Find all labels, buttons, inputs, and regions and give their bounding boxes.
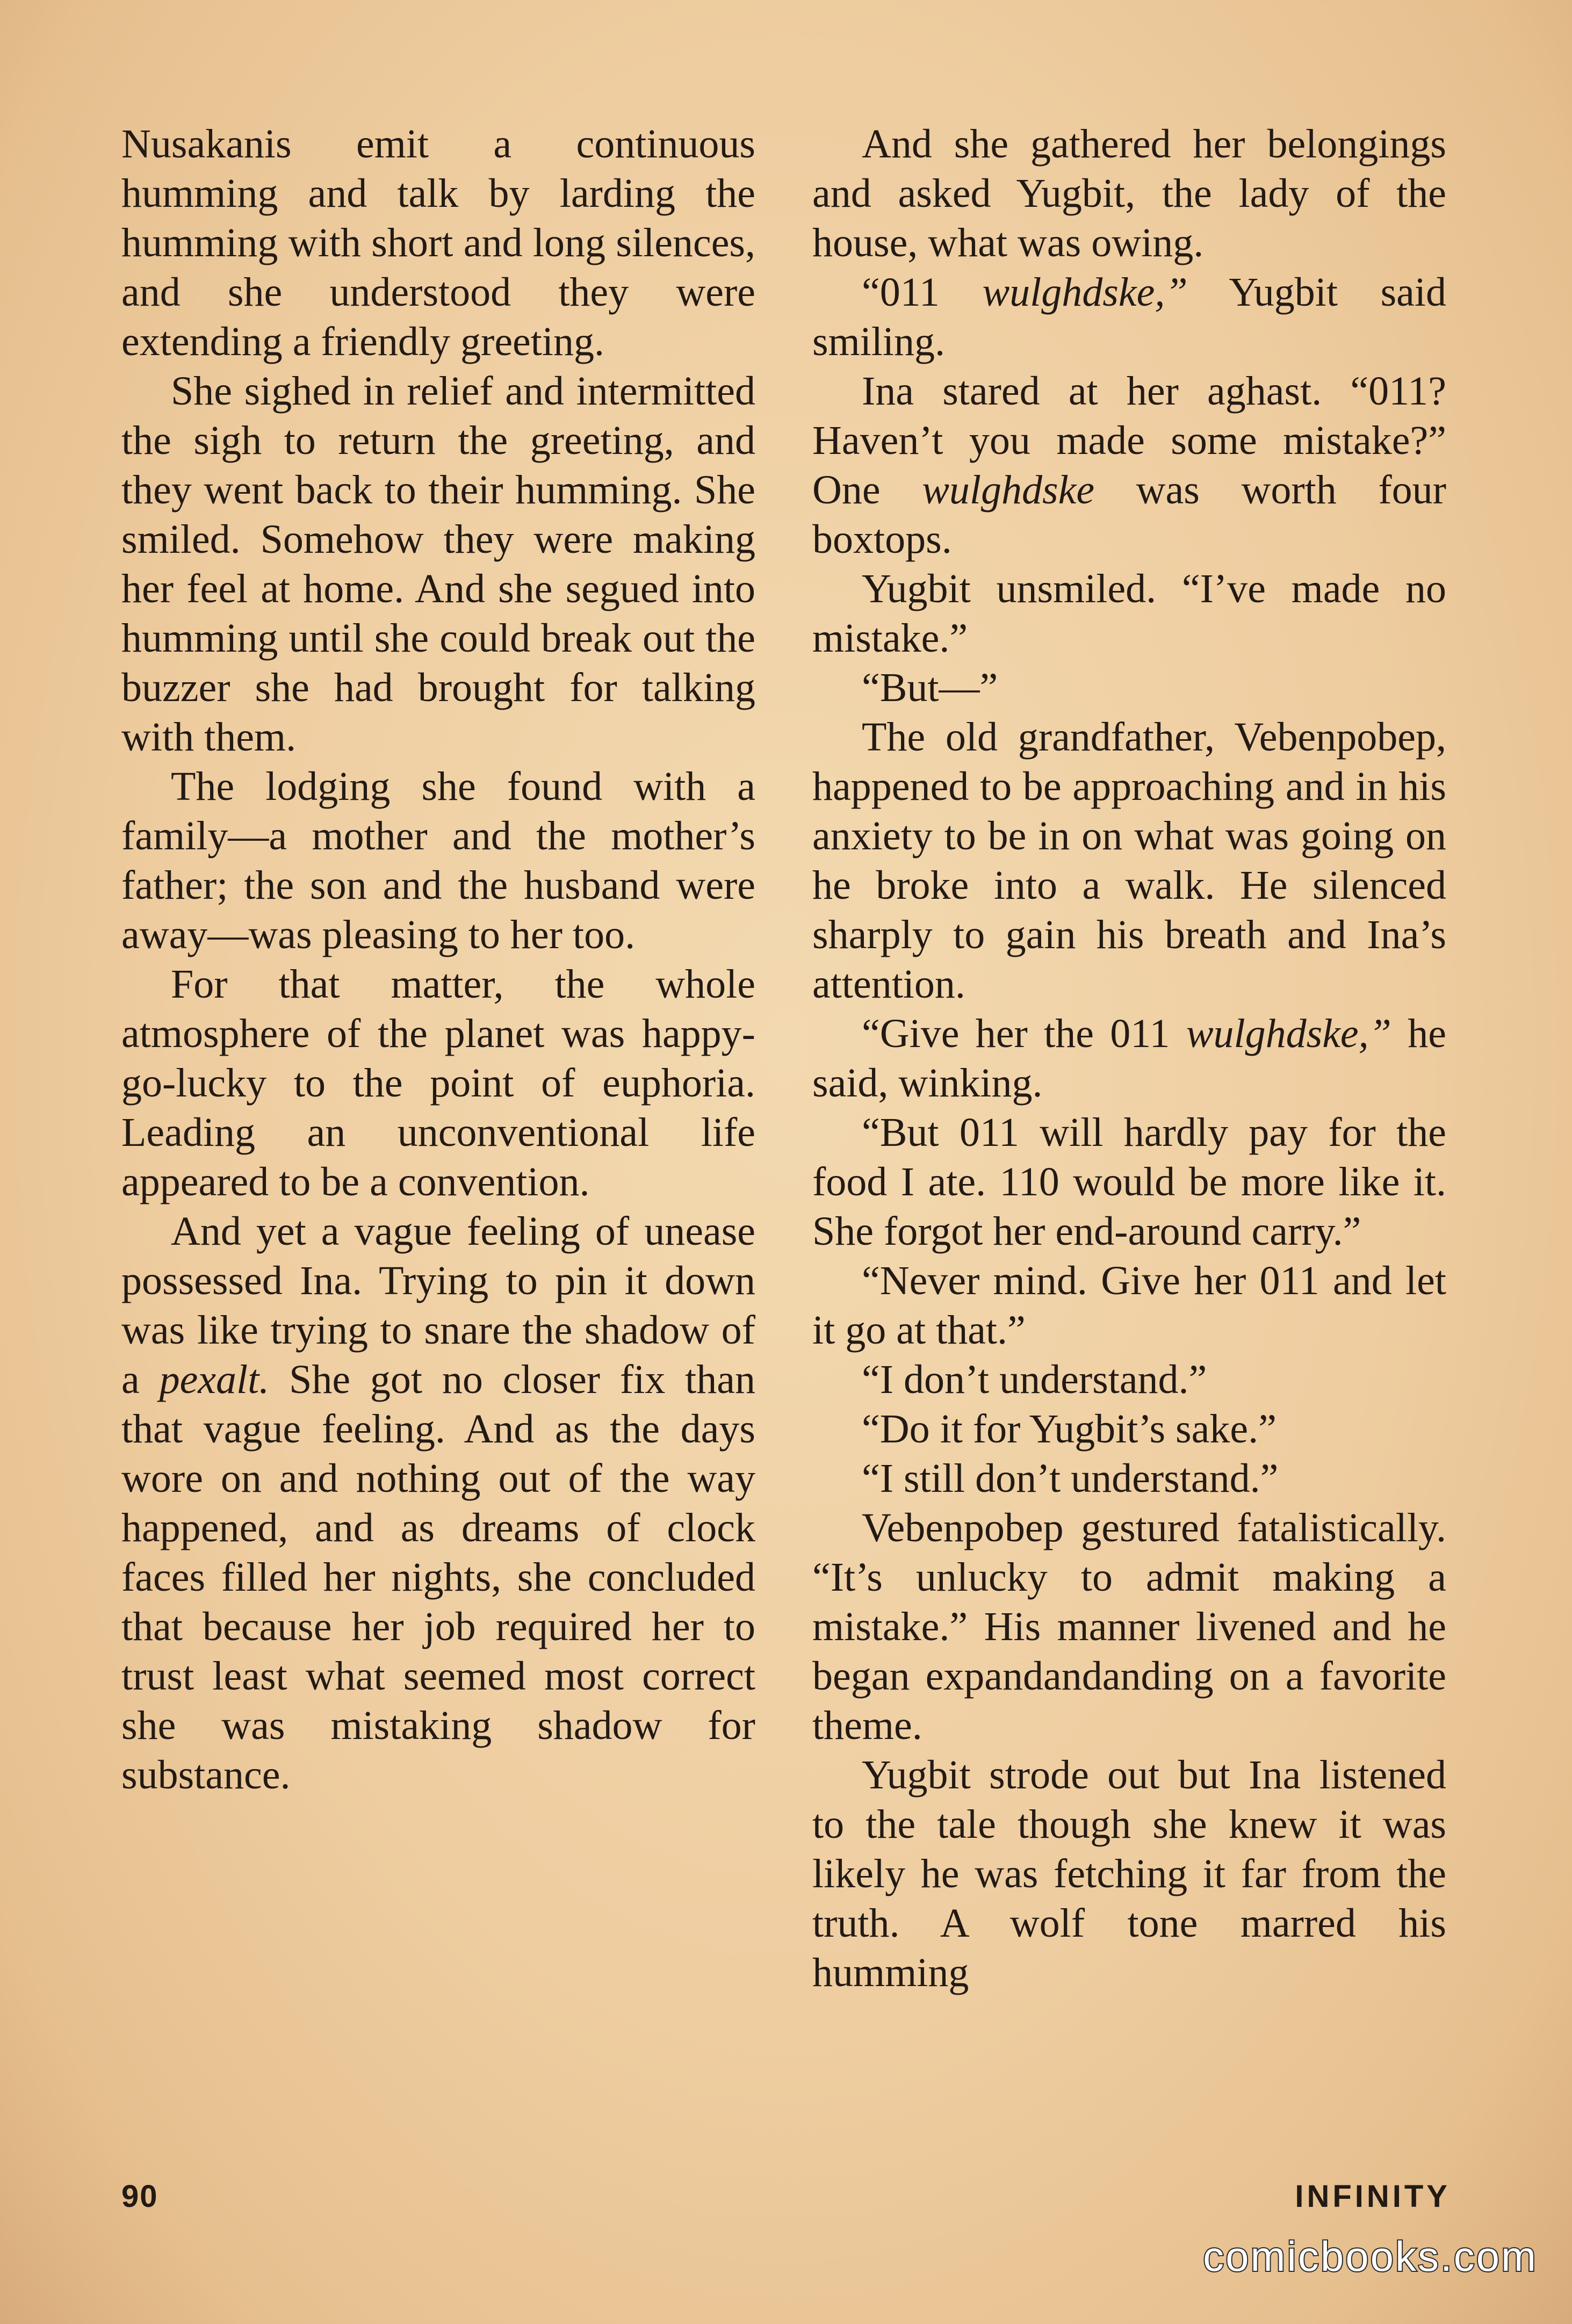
paragraph: Yugbit strode out but Ina listened to the tale though she knew it was likely he was fetching it far from the truth. A wolf tone marred his humming	[812, 1752, 1446, 1995]
italic-term: wulghdske	[922, 467, 1095, 513]
paragraph: For that matter, the whole atmosphere of the planet was happy-go-lucky to the point of euphoria. Leading an unconventional life appeared to be a convention.	[121, 962, 755, 1204]
paragraph: Yugbit unsmiled. “I’ve made no mistake.”	[812, 566, 1446, 661]
watermark: comicbooks.com	[1203, 2233, 1538, 2280]
page-number: 90	[121, 2179, 158, 2214]
text-run: And yet a vague feeling of unease possessed Ina. Trying to pin it down was like trying to snare the shadow of a	[121, 1209, 755, 1402]
paragraph	[812, 366, 1446, 564]
italic-term: wulghdske,”	[982, 270, 1188, 315]
paragraph: “But—”	[862, 665, 998, 710]
paragraph: She sighed in relief and intermitted the sigh to return the greeting, and they went back to their humming. She smiled. Somehow they were making her feel at home. And she segued into humming until she could break out the buzzer she had brought for talking with them.	[121, 369, 755, 760]
paragraph: “Never mind. Give her 011 and let it go at that.”	[812, 1258, 1446, 1353]
magazine-name: INFINITY	[1295, 2179, 1451, 2214]
paragraph	[121, 1207, 755, 1800]
paragraph: The old grandfather, Vebenpobep, happened to be approaching and in his anxiety to be in on what was going on he broke into a walk. He silenced sharply to gain his breath and Ina’s attention.	[812, 714, 1446, 1007]
paragraph: “Do it for Yugbit’s sake.”	[862, 1406, 1277, 1452]
italic-term: pexalt.	[159, 1357, 270, 1402]
paragraph: And she gathered her belongings and asked Yugbit, the lady of the house, what was owing.	[812, 121, 1446, 265]
paragraph	[812, 1009, 1446, 1108]
paragraph: “I don’t understand.”	[862, 1357, 1207, 1402]
text-run: Yugbit said smiling.	[812, 270, 1446, 364]
text-run: She got no closer fix than that vague feeling. And as the days wore on and nothing out of the way happened, and as dreams of clock faces filled her nights, she concluded that because her job required her to trust least what seemed most correct she was mistaking shadow for substance.	[121, 1357, 756, 1798]
paragraph: “I still don’t understand.”	[862, 1456, 1279, 1501]
text-run: “Give her the 011	[862, 1011, 1186, 1056]
left-text-column	[121, 119, 755, 1800]
paragraph: Vebenpobep gestured fatalistically. “It’s unlucky to admit making a mistake.” His manner livened and he began expandandanding on a favorite theme.	[812, 1505, 1446, 1748]
italic-term: wulghdske,”	[1186, 1011, 1391, 1056]
text-run: was worth four boxtops.	[812, 467, 1446, 562]
paragraph: “But 011 will hardly pay for the food I ate. 110 would be more like it. She forgot her end-around carry.”	[812, 1110, 1446, 1254]
paragraph	[812, 268, 1446, 366]
text-run: he said, winking.	[812, 1011, 1446, 1106]
text-run: Ina stared at her aghast. “011? Haven’t you made some mistake?” One	[812, 369, 1446, 513]
right-text-column	[812, 119, 1446, 1997]
text-run: “011	[862, 270, 983, 315]
paragraph: Nusakanis emit a continuous humming and talk by larding the humming with short and long silences, and she understood they were extending a friendly greeting.	[121, 121, 755, 364]
paragraph: The lodging she found with a family—a mother and the mother’s father; the son and the husband were away—was pleasing to her too.	[121, 764, 755, 957]
